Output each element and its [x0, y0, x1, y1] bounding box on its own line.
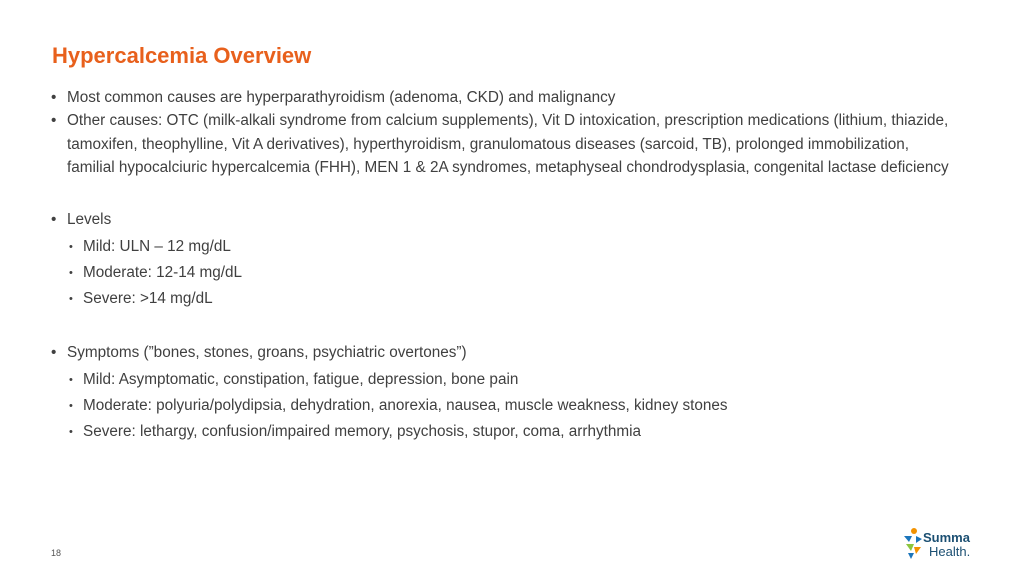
bullet-other-causes: • Other causes: OTC (milk-alkali syndrome from calcium supplements), Vit D intoxication, prescription medications (lithium, thiazide, tamoxifen, theophylline, Vit A derivatives), hyperthyroidism, granulomatous diseases (sarcoid, TB), prolonged immobilization, familial hypocalciuric hypercalcemia (FHH), MEN 1 & 2A syndromes, metaphyseal chondrodysplasia, congenital lactase deficiency [45, 109, 955, 179]
slide-content [45, 86, 955, 446]
bullet-common-causes: • Most common causes are hyperparathyroidism (adenoma, CKD) and malignancy [45, 86, 955, 109]
bullet-symptom-severe: • Severe: lethargy, confusion/impaired memory, psychosis, stupor, coma, arrhythmia [45, 419, 955, 445]
slide-title: Hypercalcemia Overview [52, 43, 312, 68]
logo-line-1: Summa [923, 530, 970, 545]
bullet-level-mild: • Mild: ULN – 12 mg/dL [45, 234, 955, 260]
bullet-symptom-moderate: • Moderate: polyuria/polydipsia, dehydration, anorexia, nausea, muscle weakness, kidney stones [45, 393, 955, 419]
logo-line-2: Health. [929, 544, 971, 559]
bullet-symptoms-heading: • Symptoms (”bones, stones, groans, psychiatric overtones”) [45, 341, 955, 364]
bullet-level-severe: • Severe: >14 mg/dL [45, 286, 955, 312]
summa-health-logo [902, 527, 982, 565]
bullet-symptom-mild: • Mild: Asymptomatic, constipation, fatigue, depression, bone pain [45, 367, 955, 393]
spacer [45, 313, 955, 341]
bullet-levels-heading: • Levels [45, 208, 955, 231]
logo-wordmark [923, 531, 970, 559]
page-number: 18 [51, 548, 62, 558]
spacer [45, 180, 955, 208]
bullet-level-moderate: • Moderate: 12-14 mg/dL [45, 260, 955, 286]
